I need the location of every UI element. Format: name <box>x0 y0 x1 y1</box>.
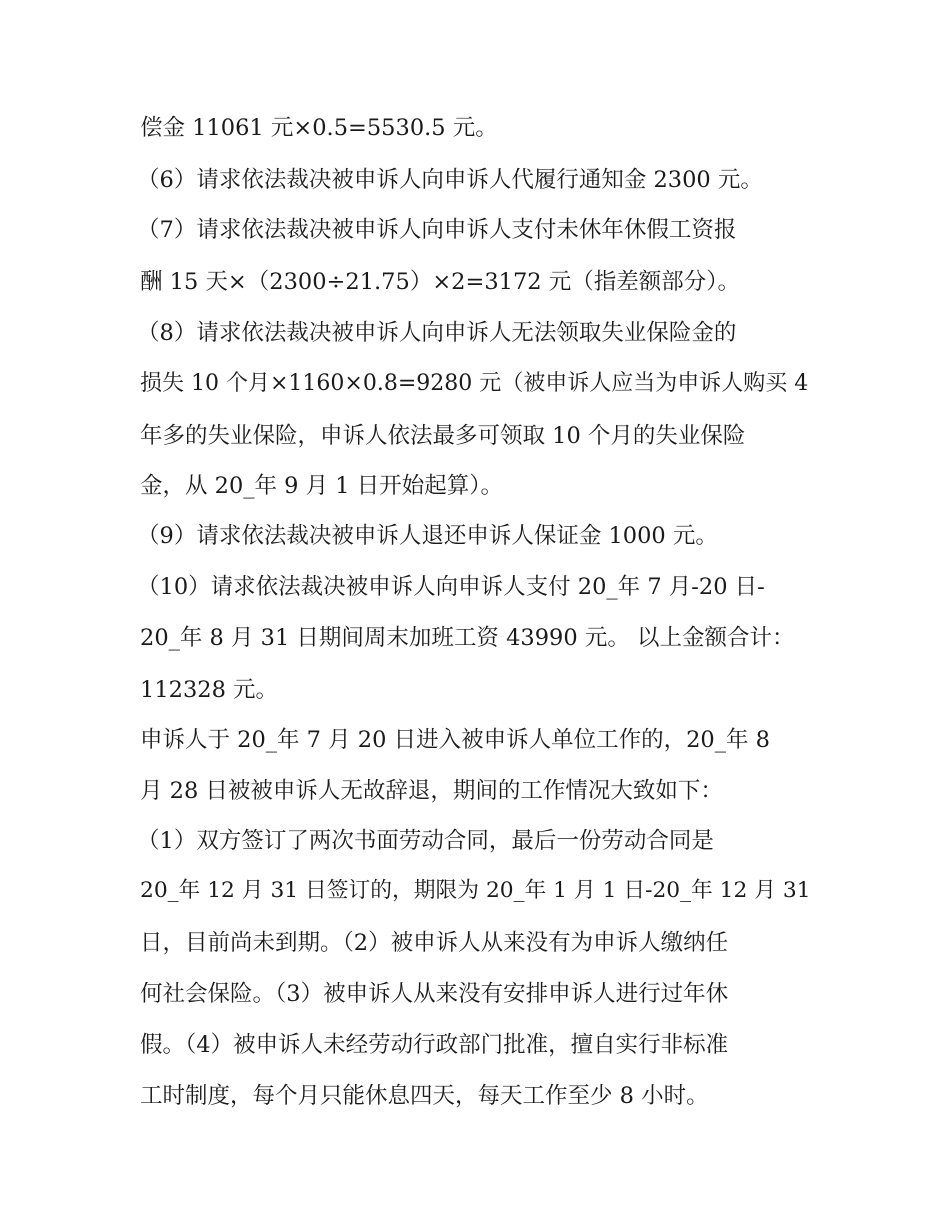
text-line: 112328 元。 <box>140 677 279 703</box>
text-line: 年多的失业保险，申诉人依法最多可领取 10 个月的失业保险 <box>140 423 746 449</box>
text-line: 损失 10 个月×1160×0.8=9280 元（被申诉人应当为申诉人购买 4 <box>140 371 809 396</box>
text-line: 假。（4）被申诉人未经劳动行政部门批准，擅自实行非标准 <box>140 1032 729 1058</box>
text-line: 工时制度，每个月只能休息四天，每天工作至少 8 小时。 <box>140 1083 709 1109</box>
text-line: （8）请求依法裁决被申诉人向申诉人无法领取失业保险金的 <box>137 320 737 346</box>
text-line: 偿金 11061 元×0.5=5530.5 元。 <box>140 115 498 141</box>
text-line: 申诉人于 20_年 7 月 20 日进入被申诉人单位工作的，20_年 8 <box>140 727 770 753</box>
text-line: 20_年 8 月 31 日期间周末加班工资 43990 元。 以上金额合计： <box>140 625 795 651</box>
text-line: 日，目前尚未到期。（2）被申诉人从来没有为申诉人缴纳任 <box>140 930 729 956</box>
text-line: （10）请求依法裁决被申诉人向申诉人支付 20_年 7 月-20 日- <box>137 574 765 600</box>
text-line: 20_年 12 月 31 日签订的，期限为 20_年 1 月 1 日-20_年 12 月 31 <box>140 878 811 903</box>
text-line: 金，从 20_年 9 月 1 日开始起算）。 <box>140 473 504 499</box>
text-line: （6）请求依法裁决被申诉人向申诉人代履行通知金 2300 元。 <box>137 167 763 193</box>
text-line: （1）双方签订了两次书面劳动合同，最后一份劳动合同是 <box>137 828 714 854</box>
text-line: （7）请求依法裁决被申诉人向申诉人支付未休年休假工资报 <box>137 217 737 243</box>
text-line: （9）请求依法裁决被申诉人退还申诉人保证金 1000 元。 <box>137 523 718 549</box>
text-line: 何社会保险。（3）被申诉人从来没有安排申诉人进行过年休 <box>140 981 729 1007</box>
text-line: 月 28 日被被申诉人无故辞退，期间的工作情况大致如下： <box>140 778 723 804</box>
text-line: 酬 15 天×（2300÷21.75）×2=3172 元（指差额部分）。 <box>140 269 740 295</box>
